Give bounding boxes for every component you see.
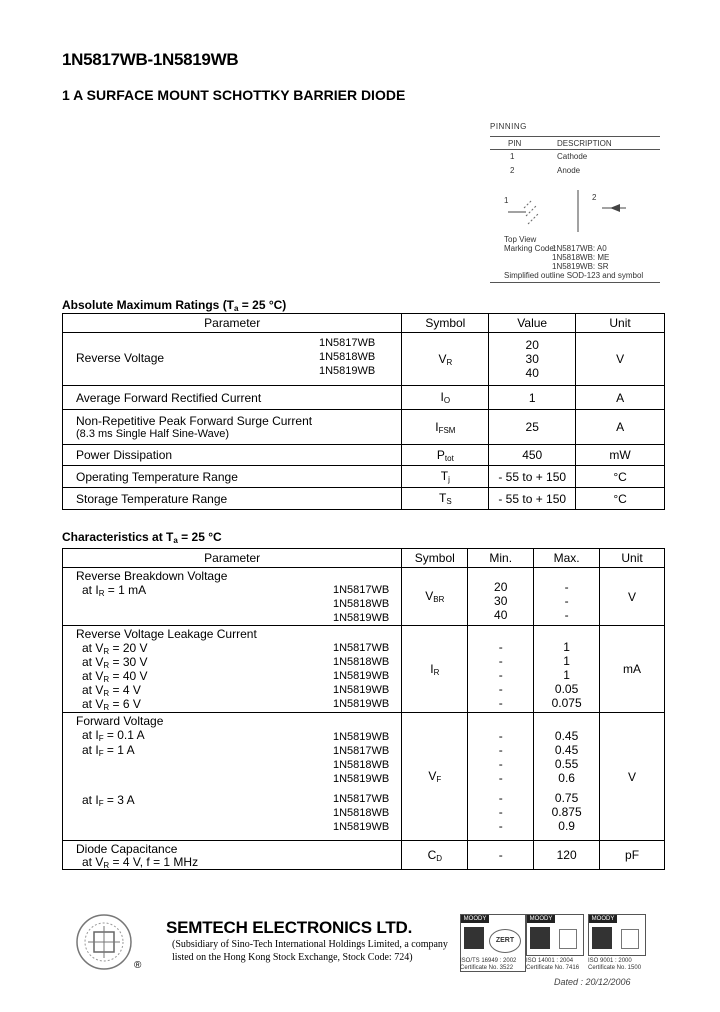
- pinning-box: [490, 118, 660, 283]
- pin-column-header: PIN: [508, 139, 522, 148]
- parameter-cell: Average Forward Rectified Current: [63, 386, 402, 410]
- parameter-cell: Storage Temperature Range: [63, 488, 402, 510]
- header-unit: Unit: [576, 314, 665, 333]
- unit-cell: °C: [576, 488, 665, 510]
- part-list: 1N5819WB 1N5817WB 1N5818WB 1N5819WB 1N5817WB 1N5818WB 1N5819WB: [333, 731, 390, 833]
- characteristics-table: [62, 548, 665, 870]
- parameter-cell: [63, 568, 402, 626]
- symbol-cell: $I_{FSM}$: [402, 410, 489, 445]
- characteristics-title: Characteristics at $T_a = 25$ °C: [62, 530, 222, 545]
- parameter-label: Diode Capacitance: [76, 842, 178, 856]
- parameter-cell: Power Dissipation: [63, 445, 402, 466]
- certificate-text: ISO 9001 : 2000 Certificate No. 1500: [588, 958, 642, 971]
- parameter-cell: [63, 333, 402, 386]
- outline-note: Simplified outline SOD-123 and symbol: [504, 271, 644, 280]
- divider: [490, 149, 660, 150]
- min-cell: 20 30 40: [468, 568, 534, 626]
- header-symbol: Symbol: [402, 549, 468, 568]
- parameter-label: Reverse Voltage Leakage Current: [76, 627, 257, 641]
- header-symbol: Symbol: [402, 314, 489, 333]
- product-description: 1 A SURFACE MOUNT SCHOTTKY BARRIER DIODE: [62, 87, 406, 103]
- moody-logo-icon: [530, 927, 550, 949]
- parameter-cell: Non-Repetitive Peak Forward Surge Current (8.3 ms Single Half Sine-Wave): [63, 410, 402, 445]
- symbol-cell: $V_{BR}$: [402, 568, 468, 626]
- moody-logo-icon: [464, 927, 484, 949]
- max-cell: 0.45 0.45 0.55 0.6 0.75 0.875 0.9: [534, 713, 600, 841]
- certification-badge: MOODY ZERT: [460, 914, 526, 972]
- parameter-cell: Operating Temperature Range: [63, 466, 402, 488]
- divider: [490, 282, 660, 283]
- part-list: 1N5817WB 1N5818WB 1N5819WB: [333, 584, 390, 624]
- table-row: [63, 445, 665, 466]
- unit-cell: A: [576, 386, 665, 410]
- pin-number: 1: [510, 152, 515, 161]
- test-condition: at $I_F = 1$ A: [82, 743, 135, 758]
- symbol-cell: $V_F$: [402, 713, 468, 841]
- header-unit: Unit: [600, 549, 665, 568]
- ukas-logo-icon: [559, 929, 577, 949]
- absolute-max-title: Absolute Maximum Ratings ($T_a = 25$ °C): [62, 298, 287, 313]
- table-row: [63, 466, 665, 488]
- top-view-label: Top View: [504, 235, 537, 244]
- company-name: SEMTECH ELECTRONICS LTD.: [166, 918, 413, 937]
- moody-logo-icon: [592, 927, 612, 949]
- table-row: [63, 333, 665, 386]
- symbol-cell: $C_D$: [402, 841, 468, 870]
- parameter-label: Forward Voltage: [76, 714, 164, 728]
- test-conditions: at $V_R = 20$ V at $V_R = 30$ V at $V_R = 40$ V at $V_R = 4$ V at $V_R = 6$ V: [82, 641, 148, 712]
- document-date: Dated : 20/12/2006: [554, 977, 631, 987]
- header-parameter: Parameter: [63, 549, 402, 568]
- parameter-label: Reverse Voltage: [76, 351, 165, 365]
- unit-cell: pF: [600, 841, 665, 870]
- unit-cell: mW: [576, 445, 665, 466]
- unit-cell: V: [576, 333, 665, 386]
- min-cell: - - - - - - -: [468, 713, 534, 841]
- certification-badge: MOODY: [526, 914, 584, 956]
- value-cell: 1: [489, 386, 576, 410]
- max-cell: 120: [534, 841, 600, 870]
- unit-cell: A: [576, 410, 665, 445]
- symbol-cell: $I_R$: [402, 626, 468, 713]
- marking-code-1: 1N5817WB: A0: [552, 244, 607, 253]
- unit-cell: V: [600, 568, 665, 626]
- test-condition: at $I_F = 0.1$ A: [82, 728, 145, 743]
- table-header-row: [63, 314, 665, 333]
- symbol-cell: $V_R$: [402, 333, 489, 386]
- parameter-label: Reverse Breakdown Voltage: [76, 569, 228, 583]
- parameter-cell: [63, 713, 402, 841]
- value-cell: - 55 to + 150: [489, 488, 576, 510]
- table-row: [63, 626, 665, 713]
- test-condition: at $I_F = 3$ A: [82, 793, 135, 808]
- parameter-cell: [63, 841, 402, 870]
- header-min: Min.: [468, 549, 534, 568]
- pin-1-label: 1: [504, 196, 509, 205]
- table-row: [63, 841, 665, 870]
- ukas-logo-icon: [621, 929, 639, 949]
- description-column-header: DESCRIPTION: [557, 139, 612, 148]
- registered-mark: ®: [134, 960, 142, 971]
- symbol-cell: $T_j$: [402, 466, 489, 488]
- min-cell: -: [468, 841, 534, 870]
- value-cell: - 55 to + 150: [489, 466, 576, 488]
- max-cell: - - -: [534, 568, 600, 626]
- marking-code-3: 1N5819WB: SR: [552, 262, 609, 271]
- unit-cell: °C: [576, 466, 665, 488]
- table-row: [63, 410, 665, 445]
- absolute-max-table: [62, 313, 665, 510]
- header-parameter: Parameter: [63, 314, 402, 333]
- certificate-text: ISO/TS 16949 : 2002 Certificate No. 3522: [460, 958, 517, 971]
- unit-cell: V: [600, 713, 665, 841]
- part-list: 1N5817WB 1N5818WB 1N5819WB: [319, 337, 376, 377]
- pin-description: Cathode: [557, 152, 588, 161]
- test-condition: at $I_R = 1$ mA: [82, 583, 147, 598]
- parameter-cell: [63, 626, 402, 713]
- symbol-cell: $T_S$: [402, 488, 489, 510]
- pin-2-label: 2: [592, 193, 597, 202]
- value-cell: 25: [489, 410, 576, 445]
- pin-description: Anode: [557, 166, 581, 175]
- package-outline-diagram: [490, 182, 660, 234]
- symbol-cell: $P_{tot}$: [402, 445, 489, 466]
- table-row: [63, 488, 665, 510]
- zert-logo-icon: ZERT: [489, 929, 521, 953]
- table-row: [63, 713, 665, 841]
- pin-number: 2: [510, 166, 515, 175]
- header-max: Max.: [534, 549, 600, 568]
- value-cell: 450: [489, 445, 576, 466]
- company-subsidiary-note: (Subsidiary of Sino-Tech International Holdings Limited, a company listed on the Hong Kong Stock Exchange, Stock Code: 724): [172, 939, 448, 963]
- divider: [490, 136, 660, 137]
- certificate-text: ISO 14001 : 2004 Certificate No. 7416: [526, 958, 580, 971]
- header-value: Value: [489, 314, 576, 333]
- certification-badge: MOODY: [588, 914, 646, 956]
- marking-code-label: Marking Code:: [504, 244, 557, 253]
- table-row: [63, 568, 665, 626]
- part-number-title: 1N5817WB-1N5819WB: [62, 50, 239, 69]
- pinning-title: PINNING: [490, 122, 527, 131]
- part-list: 1N5817WB 1N5818WB 1N5819WB 1N5819WB 1N5819WB: [333, 642, 390, 710]
- test-condition: at $V_R = 4$ V, f = 1 MHz: [82, 855, 199, 870]
- symbol-cell: $I_O$: [402, 386, 489, 410]
- min-cell: - - - - -: [468, 626, 534, 713]
- table-row: [63, 386, 665, 410]
- unit-cell: mA: [600, 626, 665, 713]
- max-cell: 1 1 1 0.05 0.075: [534, 626, 600, 713]
- table-header-row: [63, 549, 665, 568]
- marking-code-2: 1N5818WB: ME: [552, 253, 610, 262]
- value-cell: 20 30 40: [489, 333, 576, 386]
